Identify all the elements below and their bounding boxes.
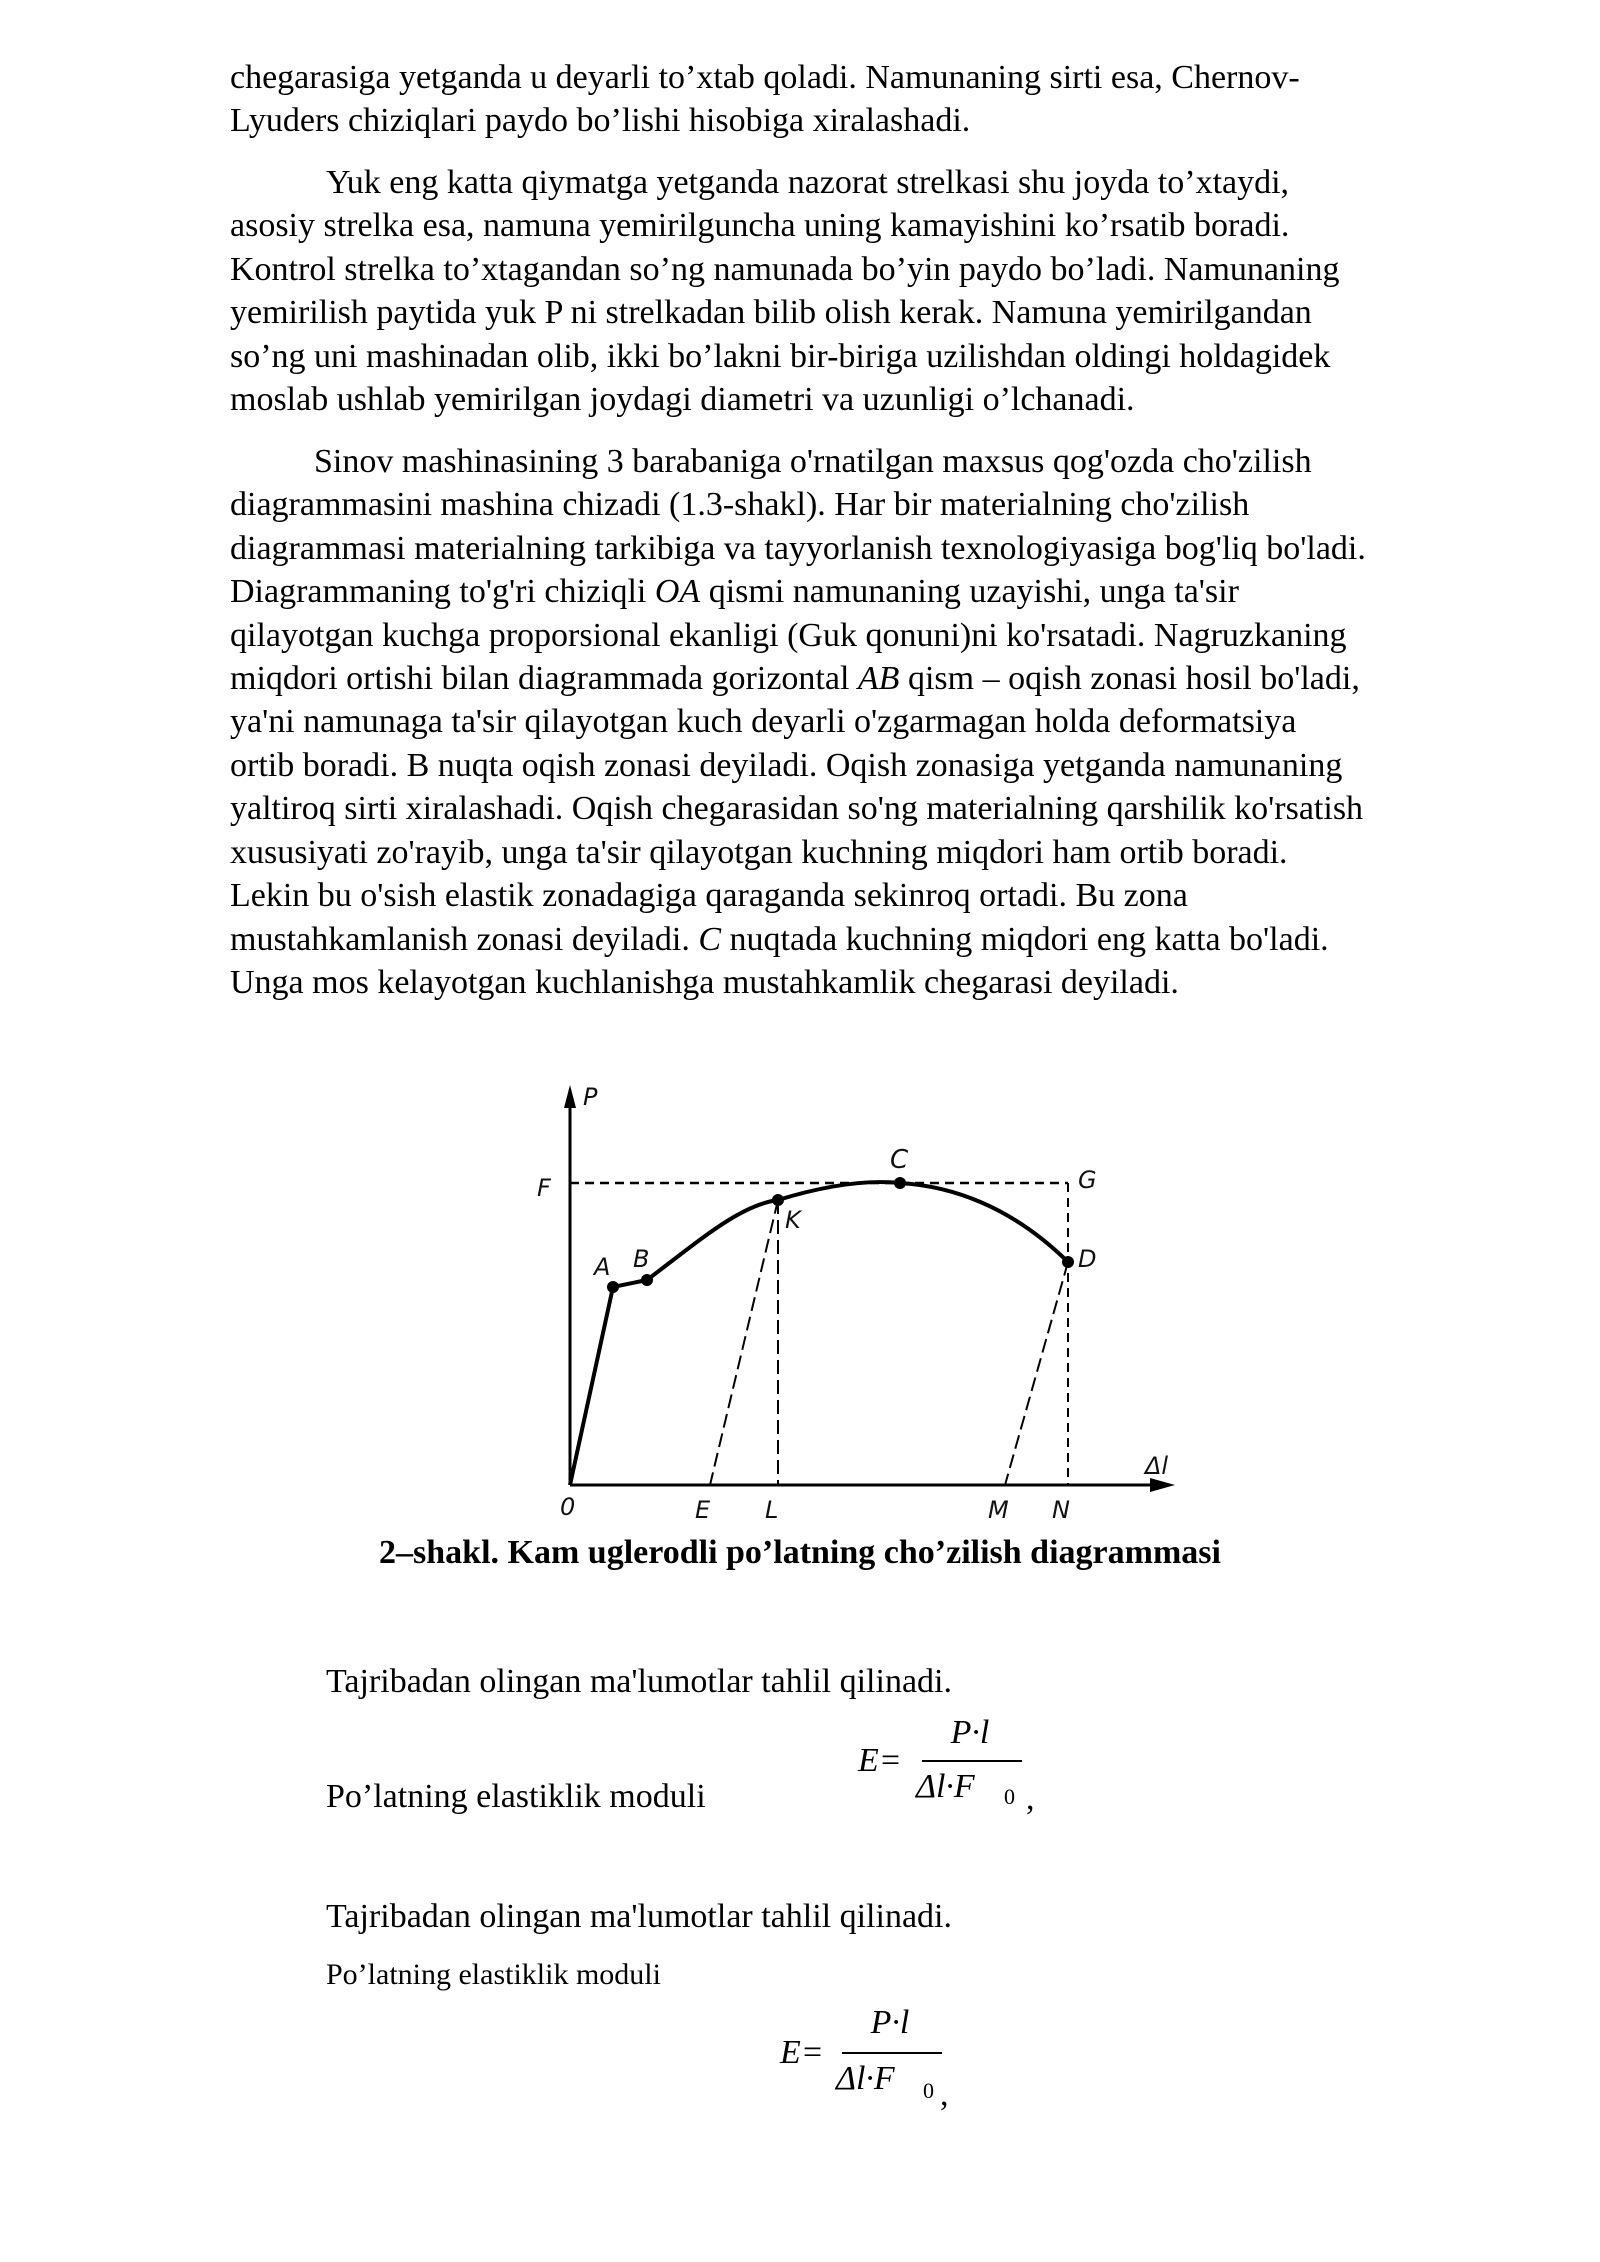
label-m: M xyxy=(988,1496,1009,1524)
formula-numerator: P·l xyxy=(870,2004,910,2041)
italic-term: AB xyxy=(857,660,900,697)
text-line: asosiy strelka esa, namuna yemirilguncha uning kamayishini ko’rsatib boradi. xyxy=(230,207,1290,244)
italic-term: OA xyxy=(654,573,701,610)
label-e: E xyxy=(695,1496,711,1524)
formula-lhs: E= xyxy=(780,2034,824,2071)
formula-denominator: Δl·F xyxy=(836,2060,895,2097)
formula-numerator: P·l xyxy=(950,1714,990,1751)
label-a: A xyxy=(594,1253,611,1281)
formula-comma: , xyxy=(940,2076,949,2113)
point-d xyxy=(1062,1256,1074,1268)
text-line: yemirilish paytida yuk P ni strelkadan bilib olish kerak. Namuna yemirilgandan xyxy=(230,294,1312,331)
text-line: ya'ni namunaga ta'sir qilayotgan kuch deyarli o'zgarmagan holda deformatsiya xyxy=(230,703,1297,740)
label-k: K xyxy=(785,1206,801,1234)
formula-subscript: 0 xyxy=(1004,1784,1015,1809)
text-line: diagrammasi materialning tarkibiga va tayyorlanish texnologiyasiga bog'liq bo'ladi. xyxy=(230,530,1366,567)
label-delta-l: Δl xyxy=(1145,1452,1169,1480)
point-a xyxy=(607,1281,619,1293)
label-n: N xyxy=(1052,1496,1070,1524)
label-f: F xyxy=(537,1174,551,1202)
formula-comma: , xyxy=(1026,1780,1035,1817)
text-line: Unga mos kelayotgan kuchlanishga mustahkamlik chegarasi deyiladi. xyxy=(230,964,1179,1001)
formula-denominator: Δl·F xyxy=(916,1768,975,1805)
stress-strain-curve xyxy=(570,1182,1068,1485)
label-c: C xyxy=(890,1145,909,1175)
formula-lhs: E= xyxy=(858,1742,902,1779)
text-line: Lyuders chiziqlari paydo bo’lishi hisobiga xiralashadi. xyxy=(230,102,971,139)
formula-subscript: 0 xyxy=(923,2078,934,2103)
text-line: Yuk eng katta qiymatga yetganda nazorat strelkasi shu joyda to’xtaydi, xyxy=(326,164,1290,201)
point-b xyxy=(641,1274,653,1286)
text-run: qism – oqish zonasi hosil bo'ladi, xyxy=(899,660,1360,697)
elastic-modulus-formula xyxy=(858,1714,1058,1820)
text-run: miqdori ortishi bilan diagrammada gorizontal xyxy=(230,660,858,697)
text-line: Lekin bu o'sish elastik zonadagiga qaraganda sekinroq ortadi. Bu zona xyxy=(230,877,1188,914)
text-line: yaltiroq sirti xiralashadi. Oqish chegarasidan so'ng materialning qarshilik ko'rsatish xyxy=(230,790,1364,827)
text-line: qilayotgan kuchga proporsional ekanligi (Guk qonuni)ni ko'rsatadi. Nagruzkaning xyxy=(230,617,1347,654)
text-line: so’ng uni mashinadan olib, ikki bo’lakni bir-biriga uzilishdan oldingi holdagidek xyxy=(230,338,1331,375)
fraction-bar xyxy=(842,2052,942,2054)
point-k xyxy=(772,1194,784,1206)
italic-term: C xyxy=(698,921,722,958)
analysis-text: Tajribadan olingan ma'lumotlar tahlil qilinadi. xyxy=(326,1898,952,1935)
figure-caption: 2–shakl. Kam uglerodli po’latning cho’zilish diagrammasi xyxy=(379,1534,1221,1571)
label-p: P xyxy=(583,1083,598,1111)
text-line: diagrammasini mashina chizadi (1.3-shakl). Har bir materialning cho'zilish xyxy=(230,486,1250,523)
elastic-modulus-label: Po’latning elastiklik moduli xyxy=(326,1778,706,1815)
text-line: xususiyati zo'rayib, unga ta'sir qilayotgan kuchning miqdori ham ortib boradi. xyxy=(230,834,1288,871)
label-g: G xyxy=(1078,1166,1097,1194)
unload-line-k-e xyxy=(710,1200,778,1485)
text-line: Sinov mashinasining 3 barabaniga o'rnatilgan maxsus qog'ozda cho'zilish xyxy=(314,443,1312,480)
label-origin: 0 xyxy=(560,1493,576,1521)
text-run: Diagrammaning to'g'ri chiziqli xyxy=(230,573,655,610)
text-line: moslab ushlab yemirilgan joydagi diametri va uzunligi o’lchanadi. xyxy=(230,381,1135,418)
label-l: L xyxy=(765,1496,779,1524)
label-d: D xyxy=(1078,1245,1097,1273)
elastic-modulus-formula xyxy=(780,2004,980,2120)
unload-line-d-m xyxy=(1005,1262,1068,1485)
analysis-text: Tajribadan olingan ma'lumotlar tahlil qilinadi. xyxy=(326,1663,952,1700)
point-c xyxy=(894,1177,906,1189)
elastic-modulus-label: Po’latning elastiklik moduli xyxy=(326,1958,661,1991)
x-axis-arrow xyxy=(1150,1478,1175,1492)
text-line: chegarasiga yetganda u deyarli to’xtab qoladi. Namunaning sirti esa, Chernov- xyxy=(230,59,1300,96)
text-run: qismi namunaning uzayishi, unga ta'sir xyxy=(700,573,1239,610)
y-axis-arrow xyxy=(564,1085,576,1108)
label-b: B xyxy=(633,1245,650,1273)
fraction-bar xyxy=(922,1760,1022,1762)
text-run: mustahkamlanish zonasi deyiladi. xyxy=(230,921,699,958)
text-run: nuqtada kuchning miqdori eng katta bo'ladi. xyxy=(721,921,1329,958)
text-line: ortib boradi. B nuqta oqish zonasi deyiladi. Oqish zonasiga yetganda namunaning xyxy=(230,747,1343,784)
text-line: Kontrol strelka to’xtagandan so’ng namunada bo’yin paydo bo’ladi. Namunaning xyxy=(230,251,1340,288)
